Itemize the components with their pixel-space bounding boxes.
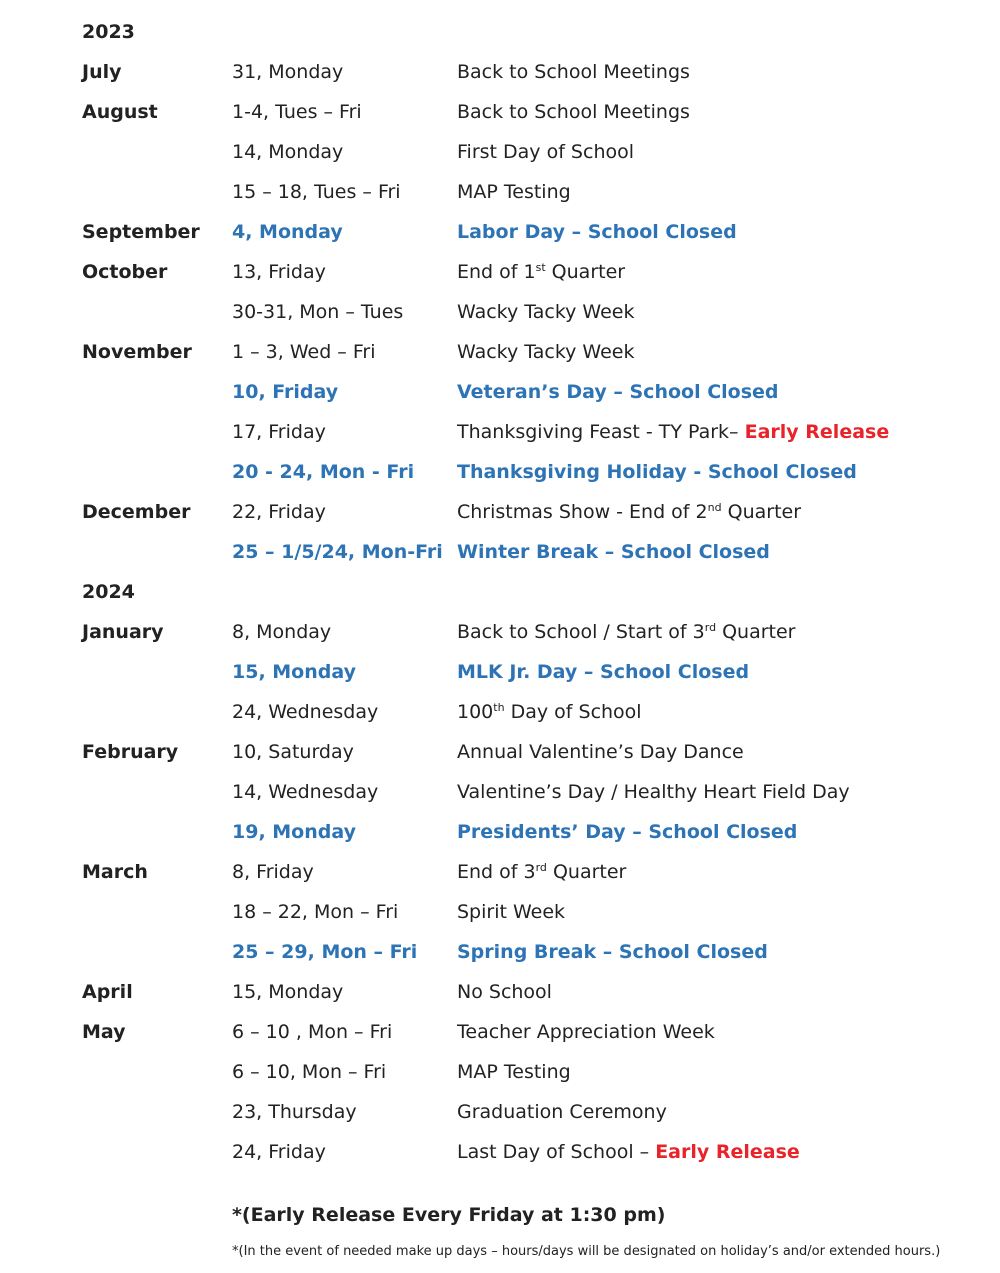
date-label: 15 – 18, Tues – Fri xyxy=(232,181,401,203)
date-label: 14, Monday xyxy=(232,141,344,163)
early-release-label: Early Release xyxy=(655,1141,800,1163)
event-label: MLK Jr. Day – School Closed xyxy=(457,661,750,683)
event-label: No School xyxy=(457,981,552,1003)
calendar-row xyxy=(0,52,1000,92)
calendar-row-holiday xyxy=(0,212,1000,252)
calendar-row-holiday xyxy=(0,652,1000,692)
event-label: Spirit Week xyxy=(457,901,566,923)
month-label: December xyxy=(82,501,191,523)
calendar-row xyxy=(0,1012,1000,1052)
calendar-row xyxy=(0,412,1000,452)
date-label: 10, Friday xyxy=(232,381,339,403)
calendar-row xyxy=(0,692,1000,732)
date-label: 13, Friday xyxy=(232,261,326,283)
event-label: Winter Break – School Closed xyxy=(457,541,770,563)
calendar-row-holiday xyxy=(0,372,1000,412)
calendar-row xyxy=(0,972,1000,1012)
date-label: 24, Wednesday xyxy=(232,701,379,723)
month-label: March xyxy=(82,861,148,883)
date-label: 23, Thursday xyxy=(232,1101,357,1123)
event-label: Back to School Meetings xyxy=(457,101,690,123)
date-label: 15, Monday xyxy=(232,981,344,1003)
event-label: Last Day of School – Early Release xyxy=(457,1141,800,1163)
date-label: 8, Monday xyxy=(232,621,332,643)
month-label: August xyxy=(82,101,158,123)
month-label: April xyxy=(82,981,133,1003)
date-label: 18 – 22, Mon – Fri xyxy=(232,901,399,923)
calendar-row xyxy=(0,92,1000,132)
calendar-row xyxy=(0,492,1000,532)
event-label: Christmas Show - End of 2nd Quarter xyxy=(457,501,802,523)
event-label: MAP Testing xyxy=(457,181,571,203)
makeup-days-note: *(In the event of needed make up days – hours/days will be designated on holiday’s and/or extended hours.) xyxy=(232,1244,941,1259)
calendar-row xyxy=(0,732,1000,772)
date-label: 24, Friday xyxy=(232,1141,326,1163)
early-release-label: Early Release xyxy=(744,421,890,443)
month-label: July xyxy=(82,61,122,83)
event-label: Spring Break – School Closed xyxy=(457,941,768,963)
year-heading-2023: 2023 xyxy=(82,21,135,43)
calendar-row xyxy=(0,1132,1000,1172)
calendar-row-holiday xyxy=(0,452,1000,492)
date-label: 6 – 10, Mon – Fri xyxy=(232,1061,387,1083)
calendar-row xyxy=(0,1052,1000,1092)
date-label: 20 - 24, Mon - Fri xyxy=(232,461,415,483)
event-label: 100th Day of School xyxy=(457,701,642,723)
calendar-row xyxy=(0,172,1000,212)
early-release-note: *(Early Release Every Friday at 1:30 pm) xyxy=(232,1204,666,1226)
calendar-row-holiday xyxy=(0,812,1000,852)
calendar-row xyxy=(0,612,1000,652)
calendar-row xyxy=(0,292,1000,332)
event-label: First Day of School xyxy=(457,141,635,163)
date-label: 19, Monday xyxy=(232,821,356,843)
event-label: MAP Testing xyxy=(457,1061,571,1083)
calendar-row xyxy=(0,852,1000,892)
date-label: 15, Monday xyxy=(232,661,356,683)
month-label: October xyxy=(82,261,168,283)
year-heading-2024: 2024 xyxy=(82,581,135,603)
date-label: 8, Friday xyxy=(232,861,314,883)
calendar-row xyxy=(0,772,1000,812)
calendar-row-holiday xyxy=(0,532,1000,572)
event-label: Thanksgiving Holiday - School Closed xyxy=(457,461,857,483)
calendar-row xyxy=(0,332,1000,372)
month-label: January xyxy=(82,621,164,643)
date-label: 22, Friday xyxy=(232,501,326,523)
event-label: Back to School Meetings xyxy=(457,61,690,83)
event-label: Graduation Ceremony xyxy=(457,1101,667,1123)
calendar-row xyxy=(0,252,1000,292)
month-label: September xyxy=(82,221,200,243)
date-label: 14, Wednesday xyxy=(232,781,379,803)
event-label: Teacher Appreciation Week xyxy=(457,1021,715,1043)
date-label: 17, Friday xyxy=(232,421,326,443)
event-label: Valentine’s Day / Healthy Heart Field Day xyxy=(457,781,850,803)
event-label: Wacky Tacky Week xyxy=(457,301,635,323)
calendar-row xyxy=(0,1092,1000,1132)
date-label: 1 – 3, Wed – Fri xyxy=(232,341,376,363)
month-label: November xyxy=(82,341,192,363)
date-label: 31, Monday xyxy=(232,61,344,83)
date-label: 6 – 10 , Mon – Fri xyxy=(232,1021,393,1043)
date-label: 30-31, Mon – Tues xyxy=(232,301,404,323)
event-label: Annual Valentine’s Day Dance xyxy=(457,741,744,763)
calendar-row xyxy=(0,132,1000,172)
month-label: May xyxy=(82,1021,126,1043)
date-label: 4, Monday xyxy=(232,221,343,243)
date-label: 1-4, Tues – Fri xyxy=(232,101,362,123)
calendar-row xyxy=(0,892,1000,932)
month-label: February xyxy=(82,741,179,763)
event-label: Wacky Tacky Week xyxy=(457,341,635,363)
event-label: End of 3rd Quarter xyxy=(457,861,627,883)
event-label: End of 1st Quarter xyxy=(457,261,626,283)
event-label: Labor Day – School Closed xyxy=(457,221,737,243)
event-label: Veteran’s Day – School Closed xyxy=(457,381,779,403)
calendar-row-holiday xyxy=(0,932,1000,972)
event-label: Back to School / Start of 3rd Quarter xyxy=(457,621,796,643)
date-label: 25 – 29, Mon – Fri xyxy=(232,941,418,963)
date-label: 25 – 1/5/24, Mon-Fri xyxy=(232,541,443,563)
date-label: 10, Saturday xyxy=(232,741,354,763)
event-label: Thanksgiving Feast - TY Park– Early Release xyxy=(457,421,890,443)
event-label: Presidents’ Day – School Closed xyxy=(457,821,798,843)
